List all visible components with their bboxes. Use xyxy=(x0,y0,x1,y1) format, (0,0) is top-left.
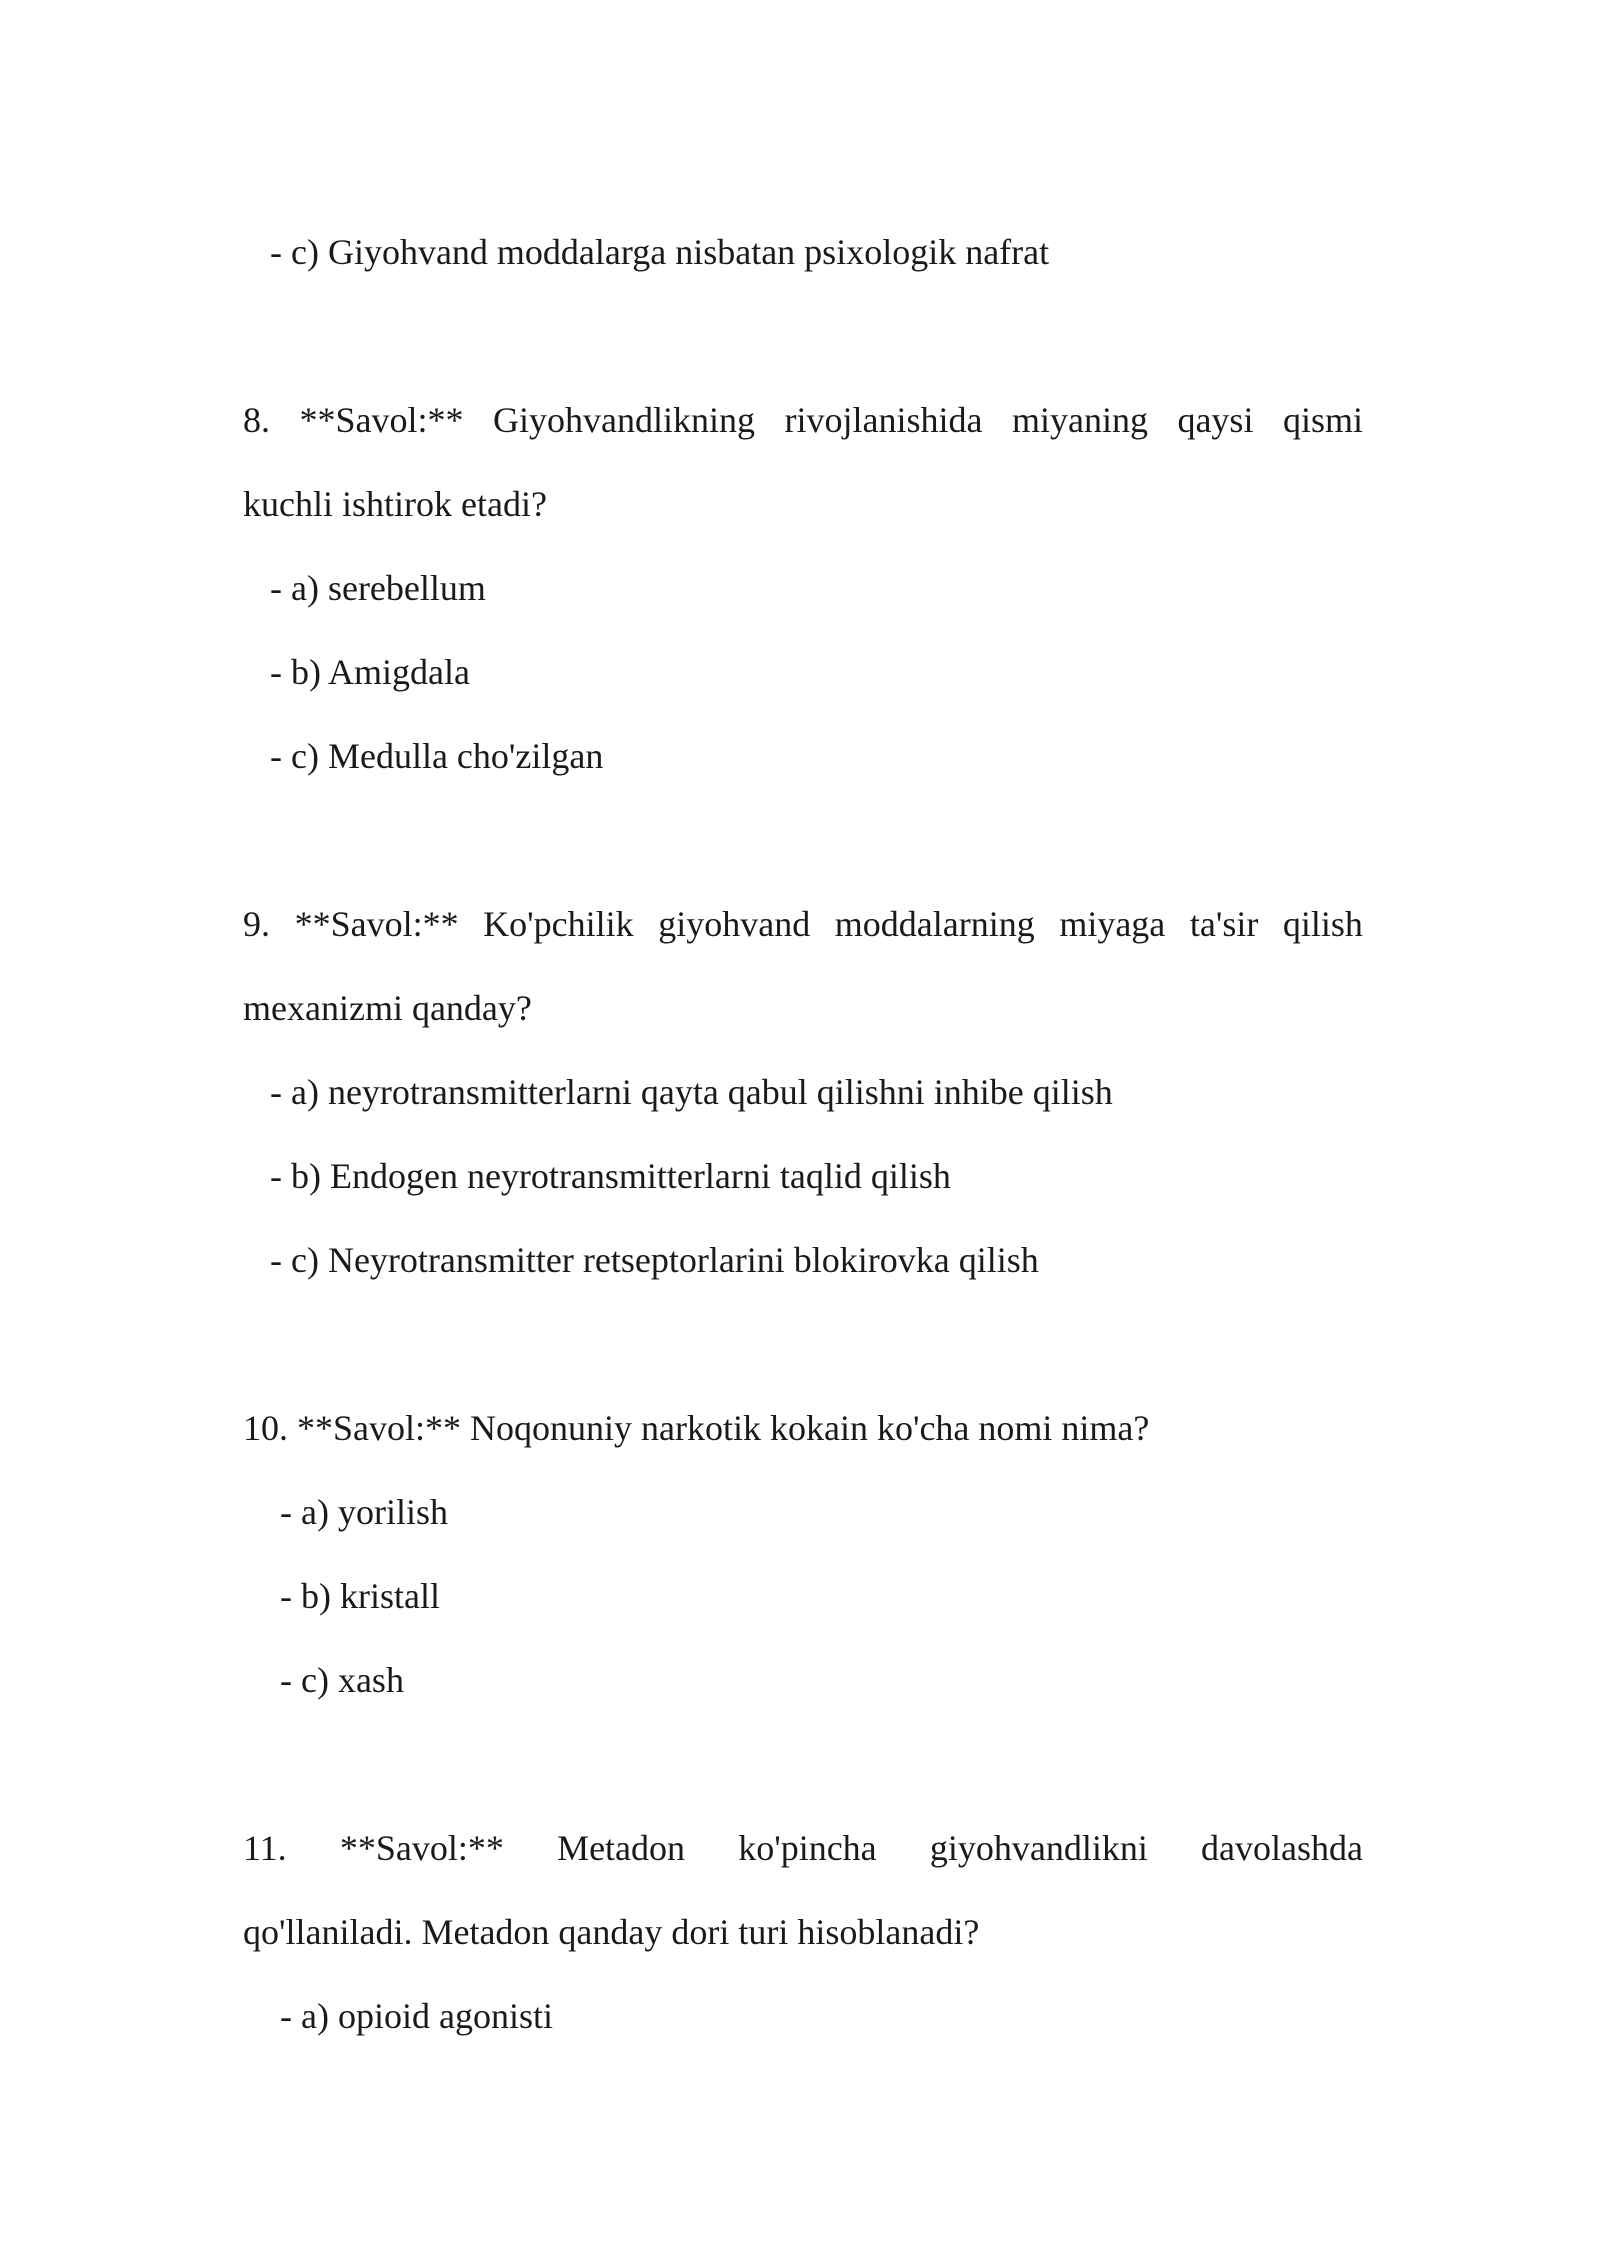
word: qismi xyxy=(1282,400,1363,440)
word: qaysi xyxy=(1177,400,1254,440)
q8-number: 8. xyxy=(243,400,270,440)
word: giyohvandlikni xyxy=(929,1828,1148,1868)
q11-option-a: - a) opioid agonisti xyxy=(280,1996,553,2036)
q8-option-a: - a) serebellum xyxy=(270,568,486,608)
q9-option-a: - a) neyrotransmitterlarni qayta qabul qilishni inhibe qilish xyxy=(270,1072,1113,1112)
word: Giyohvandlikning xyxy=(493,400,755,440)
q8-question-line-1 xyxy=(243,398,1363,442)
q7-option-c: - c) Giyohvand moddalarga nisbatan psixologik nafrat xyxy=(270,232,1050,272)
word: giyohvand xyxy=(658,904,811,944)
word: ta'sir xyxy=(1189,904,1259,944)
q11-question-line-2: qo'llaniladi. Metadon qanday dori turi hisoblanadi? xyxy=(243,1912,980,1952)
q9-number: 9. xyxy=(243,904,270,944)
q9-option-c: - c) Neyrotransmitter retseptorlarini blokirovka qilish xyxy=(270,1240,1039,1280)
q11-number: 11. xyxy=(243,1828,287,1868)
q8-option-c: - c) Medulla cho'zilgan xyxy=(270,736,604,776)
word: miyaga xyxy=(1059,904,1166,944)
q8-savol-label: **Savol:** xyxy=(299,400,464,440)
q8-option-b: - b) Amigdala xyxy=(270,652,470,692)
q10-option-c: - c) xash xyxy=(280,1660,404,1700)
word: moddalarning xyxy=(834,904,1035,944)
word: Ko'pchilik xyxy=(483,904,634,944)
q8-question-line-2: kuchli ishtirok etadi? xyxy=(243,484,547,524)
q10-option-a: - a) yorilish xyxy=(280,1492,448,1532)
word: davolashda xyxy=(1201,1828,1363,1868)
word: Metadon xyxy=(557,1828,686,1868)
q9-savol-label: **Savol:** xyxy=(294,904,459,944)
q9-question-line-2: mexanizmi qanday? xyxy=(243,988,532,1028)
q11-question-line-1 xyxy=(243,1826,1363,1870)
q9-question-line-1 xyxy=(243,902,1363,946)
q9-option-b: - b) Endogen neyrotransmitterlarni taqlid qilish xyxy=(270,1156,951,1196)
q10-question: 10. **Savol:** Noqonuniy narkotik kokain ko'cha nomi nima? xyxy=(243,1408,1150,1448)
q10-option-b: - b) kristall xyxy=(280,1576,440,1616)
word: miyaning xyxy=(1011,400,1148,440)
q11-savol-label: **Savol:** xyxy=(339,1828,504,1868)
word: ko'pincha xyxy=(738,1828,877,1868)
word: rivojlanishida xyxy=(784,400,983,440)
word: qilish xyxy=(1282,904,1363,944)
